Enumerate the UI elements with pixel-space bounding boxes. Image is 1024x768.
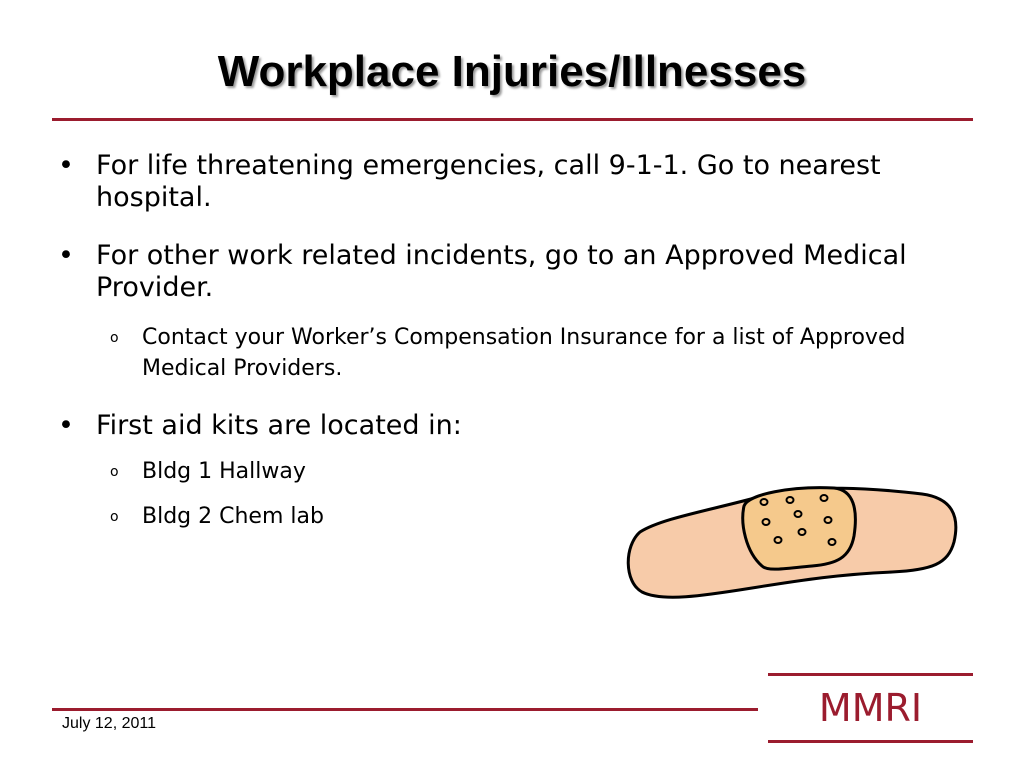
bullet-marker: • (58, 150, 74, 181)
bullet-marker: • (58, 410, 74, 441)
sub-bullet-text: Bldg 1 Hallway (142, 459, 306, 484)
logo-rule-bottom (768, 740, 973, 743)
logo-rule-top (768, 673, 973, 676)
sub-bullet-text: Bldg 2 Chem lab (142, 504, 324, 529)
sub-bullet-list (96, 322, 958, 384)
sub-bullet-item (96, 322, 958, 384)
sub-bullet-marker: o (110, 330, 119, 346)
bandage-icon (622, 480, 962, 610)
bullet-text: For other work related incidents, go to an Approved Medical Provider. (96, 240, 907, 303)
bullet-text: For life threatening emergencies, call 9-1-1. Go to nearest hospital. (96, 150, 881, 213)
logo: MMRI (818, 686, 923, 730)
sub-bullet-marker: o (110, 464, 119, 480)
footer-date: July 12, 2011 (62, 715, 156, 732)
bullet-text: First aid kits are located in: (96, 410, 462, 441)
bullet-item-work-incidents (58, 240, 958, 384)
sub-bullet-text: Contact your Worker’s Compensation Insurance for a list of Approved Medical Providers. (142, 325, 906, 381)
title-divider (52, 118, 973, 121)
bullet-item-emergency (58, 150, 958, 214)
slide-title: Workplace Injuries/Illnesses (217, 47, 807, 96)
bullet-marker: • (58, 240, 74, 271)
sub-bullet-marker: o (110, 509, 119, 525)
footer-divider (52, 708, 758, 711)
